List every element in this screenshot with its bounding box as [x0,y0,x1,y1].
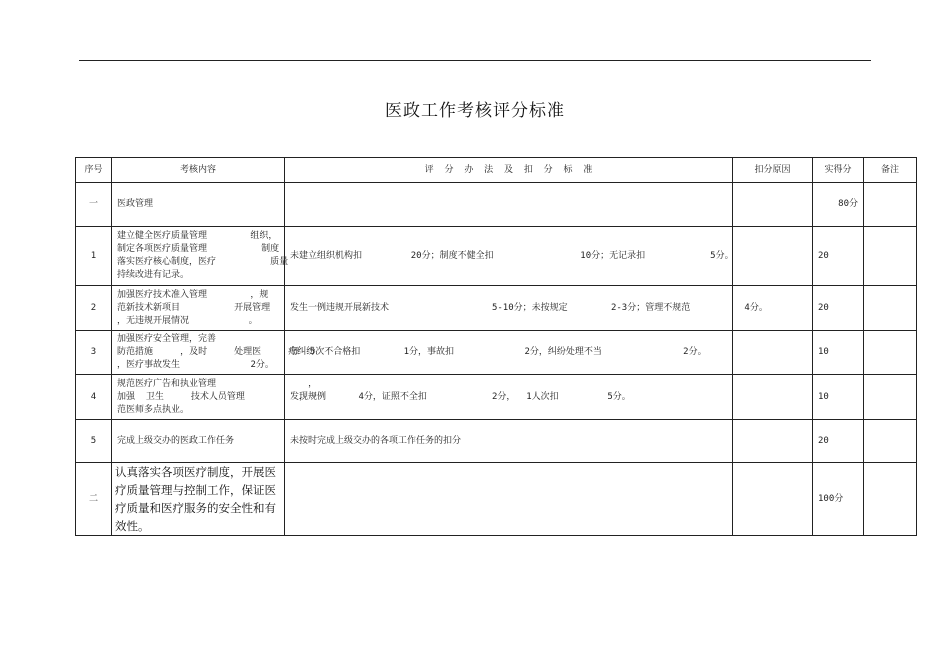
row-remarks [864,331,917,375]
table-row [76,331,917,375]
table-row [76,227,917,286]
row-method: 未建立组织机构扣 20分；制度不健全扣 10分；无记录扣 5分。 [285,227,733,286]
row-content: 认真落实各项医疗制度，开展医疗质量管理与控制工作，保证医疗质量和医疗服务的安全性和有效性。 [112,463,285,536]
row-number: 二 [76,463,112,536]
table-row [76,183,917,227]
table-header-row [76,158,917,183]
row-number: 1 [76,227,112,286]
row-method: 发现一例 4分，证照不全扣 2分， 1人次扣 5分。 [285,375,733,420]
row-deduction-reason [733,420,813,463]
row-number: 3 [76,331,112,375]
row-method [285,183,733,227]
header-method: 评 分 办 法 及 扣 分 标 准 [285,158,733,183]
row-number: 4 [76,375,112,420]
row-remarks [864,183,917,227]
row-number: 5 [76,420,112,463]
row-score: 20 [813,227,864,286]
row-score: 100分 [813,463,864,536]
row-method [285,463,733,536]
table-row [76,420,917,463]
row-content: 规范医疗广告和执业管理 ， 加强 卫生 技术人员管理 ，规 范医师多点执业。 [112,375,285,420]
row-deduction-reason [733,331,813,375]
header-actual-score: 实得分 [813,158,864,183]
row-content: 加强医疗安全管理，完善 防范措施 ，及时 处理医 疗纠纷 ，医疗事故发生 2分。 [112,331,285,375]
header-deduction-reason: 扣分原因 [733,158,813,183]
header-remarks: 备注 [864,158,917,183]
row-remarks [864,227,917,286]
row-score: 20 [813,286,864,331]
row-content: 完成上级交办的医政工作任务 [112,420,285,463]
header-rule [79,60,871,61]
row-method: 每 5次不合格扣 1分，事故扣 2分，纠纷处理不当 2分。 [285,331,733,375]
header-content: 考核内容 [112,158,285,183]
row-content: 建立健全医疗质量管理 组织， 制定各项医疗质量管理 制度 落实医疗核心制度，医疗 质量 持续改进有记录。 [112,227,285,286]
row-score: 10 [813,375,864,420]
row-remarks [864,375,917,420]
row-deduction-reason [733,463,813,536]
table-row [76,463,917,536]
table-row [76,375,917,420]
row-content: 医政管理 [112,183,285,227]
row-content: 加强医疗技术准入管理 ，规 范新技术新项目 开展管理 ，无违规开展情况 。 [112,286,285,331]
row-remarks [864,286,917,331]
row-number: 一 [76,183,112,227]
row-score: 20 [813,420,864,463]
row-remarks [864,420,917,463]
row-method: 发生一例违规开展新技术 5-10分；未按规定 2-3分；管理不规范 4分。 [285,286,733,331]
scoring-table [75,157,917,536]
header-number: 序号 [76,158,112,183]
row-number: 2 [76,286,112,331]
row-score: 80分 [813,183,864,227]
row-deduction-reason [733,227,813,286]
document-title: 医政工作考核评分标准 [385,101,565,121]
row-deduction-reason [733,375,813,420]
row-deduction-reason [733,183,813,227]
row-remarks [864,463,917,536]
row-method: 未按时完成上级交办的各项工作任务的扣分 [285,420,733,463]
row-score: 10 [813,331,864,375]
table-row [76,286,917,331]
